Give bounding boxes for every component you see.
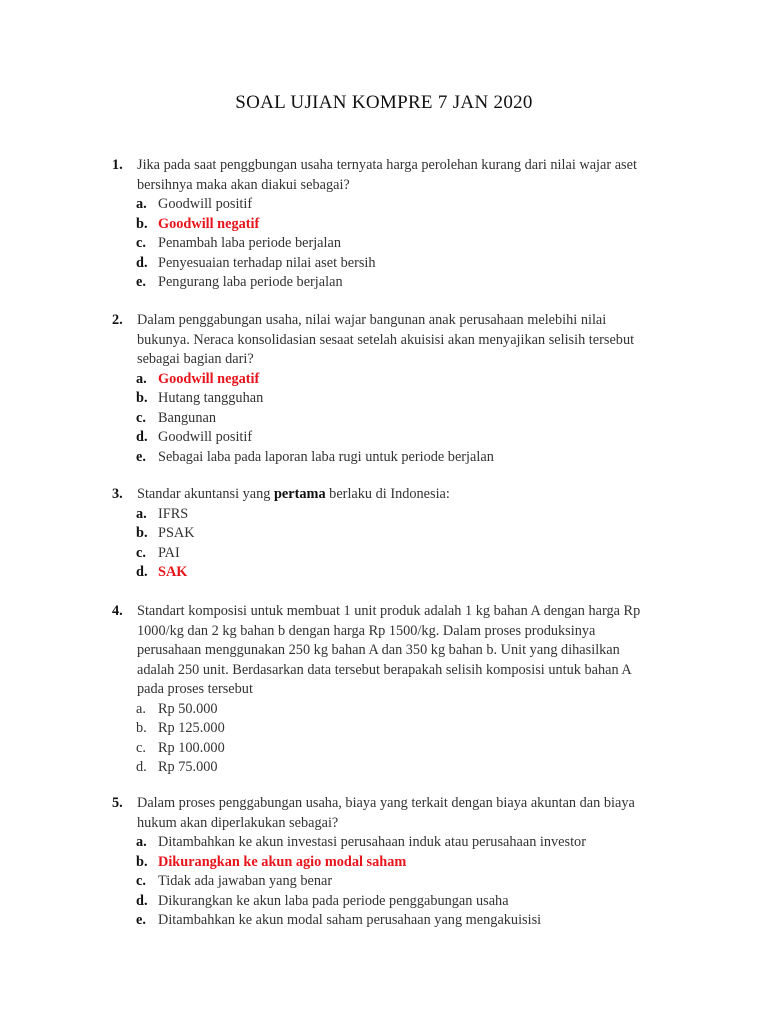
option-letter: d.: [136, 892, 148, 909]
option-letter: a.: [136, 196, 147, 212]
option-text: Rp 100.000: [158, 739, 225, 756]
question-line: Dalam proses penggabungan usaha, biaya yang terkait dengan biaya akuntan dan biaya: [137, 795, 635, 811]
option-letter: c.: [136, 873, 146, 889]
question-text: [137, 794, 672, 833]
question-line: adalah 250 unit. Berdasarkan data tersebut berapakah selisih komposisi untuk bahan A: [137, 661, 632, 678]
option-letter: b.: [136, 390, 148, 406]
question-line: sebagai bagian dari?: [137, 351, 254, 367]
option-letter: b.: [136, 525, 148, 541]
question-3: [112, 485, 672, 583]
question-text: [137, 311, 672, 370]
option-text: IFRS: [158, 505, 189, 522]
option-letter: c.: [136, 235, 146, 251]
question-number: 2.: [112, 312, 123, 328]
option-letter: b.: [136, 853, 148, 870]
question-number: 4.: [112, 603, 123, 619]
option-a: [112, 700, 672, 720]
option-text: Ditambahkan ke akun investasi perusahaan induk atau perusahaan investor: [158, 834, 586, 850]
option-a: [112, 195, 672, 215]
question-2: [112, 311, 672, 467]
option-text: Pengurang laba periode berjalan: [158, 274, 343, 290]
option-text: Sebagai laba pada laporan laba rugi untuk periode berjalan: [158, 448, 494, 465]
option-text: Ditambahkan ke akun modal saham perusahaan yang mengakuisisi: [158, 912, 542, 928]
option-a: [112, 833, 672, 853]
options-list: [112, 700, 672, 778]
option-letter: c.: [136, 409, 146, 426]
option-text: Hutang tangguhan: [158, 390, 264, 406]
option-text: Rp 50.000: [158, 700, 218, 717]
option-b: [112, 524, 672, 544]
option-d: [112, 758, 672, 778]
option-c: [112, 872, 672, 892]
option-d-answer: [112, 563, 672, 583]
option-text: Tidak ada jawaban yang benar: [158, 873, 333, 889]
option-text: Rp 125.000: [158, 720, 225, 736]
option-b: [112, 389, 672, 409]
option-d: [112, 254, 672, 274]
option-c: [112, 234, 672, 254]
question-5: [112, 794, 672, 931]
option-text: Penambah laba periode berjalan: [158, 235, 341, 251]
question-text-bold: pertama: [273, 486, 326, 502]
option-letter: a.: [136, 505, 147, 522]
question-text-after: berlaku di Indonesia:: [325, 486, 450, 502]
question-line: 1000/kg dan 2 kg bahan b dengan harga Rp 1500/kg. Dalam proses produksinya: [137, 622, 596, 639]
option-letter: a.: [136, 834, 147, 850]
question-number: 3.: [112, 486, 123, 502]
option-text: Goodwill negatif: [158, 370, 260, 387]
question-text: [137, 156, 672, 195]
option-letter: e.: [136, 448, 146, 465]
page-title: SOAL UJIAN KOMPRE 7 JAN 2020: [235, 92, 533, 113]
option-letter: e.: [136, 274, 146, 290]
option-text: Dikurangkan ke akun laba pada periode penggabungan usaha: [158, 892, 509, 909]
question-line: bersihnya maka akan diakui sebagai?: [137, 176, 350, 193]
option-text: Goodwill positif: [158, 429, 253, 445]
option-letter: c.: [136, 739, 146, 756]
options-list: [112, 505, 672, 583]
option-text: PAI: [158, 544, 180, 561]
option-e: [112, 911, 672, 931]
option-text: Goodwill positif: [158, 196, 253, 212]
option-letter: a.: [136, 700, 146, 717]
option-letter: d.: [136, 429, 148, 445]
question-1: [112, 156, 672, 293]
question-line: hukum akan diperlakukan sebagai?: [137, 814, 339, 831]
options-list: [112, 195, 672, 293]
options-list: [112, 370, 672, 468]
question-text-before: Standar akuntansi yang: [137, 486, 274, 502]
option-c: [112, 544, 672, 564]
question-line: Jika pada saat penggbungan usaha ternyata harga perolehan kurang dari nilai wajar aset: [137, 157, 637, 173]
option-b-answer: [112, 215, 672, 235]
question-number: 1.: [112, 157, 123, 173]
option-letter: d.: [136, 564, 148, 580]
option-text: SAK: [158, 564, 188, 580]
option-text: PSAK: [158, 525, 195, 541]
question-line: perusahaan menggunakan 250 kg bahan A dan 350 kg bahan b. Unit yang dihasilkan: [137, 642, 620, 658]
question-text: [137, 485, 672, 505]
question-text: [137, 602, 672, 700]
option-letter: d.: [136, 254, 148, 271]
question-line: Dalam penggabungan usaha, nilai wajar bangunan anak perusahaan melebihi nilai: [137, 312, 607, 328]
option-c: [112, 739, 672, 759]
option-letter: a.: [136, 370, 147, 387]
option-b: [112, 719, 672, 739]
options-list: [112, 833, 672, 931]
option-text: Dikurangkan ke akun agio modal saham: [158, 853, 407, 870]
option-letter: d.: [136, 759, 147, 775]
option-letter: b.: [136, 720, 147, 736]
option-c: [112, 409, 672, 429]
question-line: pada proses tersebut: [137, 681, 253, 697]
question-4: [112, 602, 672, 778]
option-text: Goodwill negatif: [158, 215, 260, 232]
option-e: [112, 273, 672, 293]
option-text: Penyesuaian terhadap nilai aset bersih: [158, 254, 376, 271]
option-a: [112, 505, 672, 525]
option-letter: b.: [136, 215, 148, 232]
option-text: Bangunan: [158, 409, 216, 426]
option-e: [112, 448, 672, 468]
option-b-answer: [112, 853, 672, 873]
option-d: [112, 428, 672, 448]
option-a-answer: [112, 370, 672, 390]
option-d: [112, 892, 672, 912]
question-number: 5.: [112, 795, 123, 811]
question-line: Standart komposisi untuk membuat 1 unit produk adalah 1 kg bahan A dengan harga Rp: [137, 603, 641, 619]
question-line: bukunya. Neraca konsolidasian sesaat setelah akuisisi akan menyajikan selisih tersebut: [137, 331, 635, 348]
option-text: Rp 75.000: [158, 759, 218, 775]
option-letter: e.: [136, 912, 146, 928]
option-letter: c.: [136, 544, 146, 561]
